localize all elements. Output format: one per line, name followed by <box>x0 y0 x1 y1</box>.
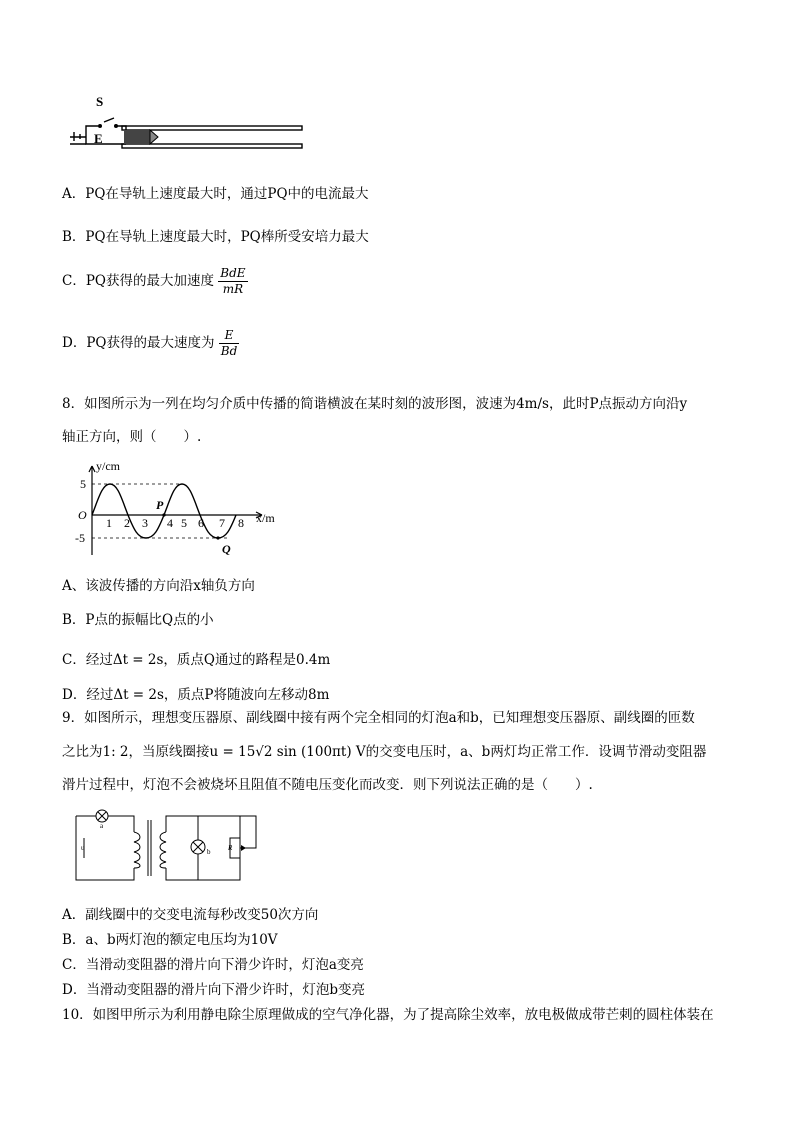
lamp-a-label: a <box>100 822 104 830</box>
y-tick-neg5: -5 <box>75 531 85 545</box>
fraction-bde-over-mr: $\frac{\text{BdE}}{mR}$ <box>220 266 246 296</box>
q9-option-b: B．a、b两灯泡的额定电压均为10V <box>62 932 278 948</box>
q8-stem-line1: 8．如图所示为一列在均匀介质中传播的简谐横波在某时刻的波形图，波速为4m/s，此时P点振动方向沿y <box>62 396 688 412</box>
q9-option-d: D．当滑动变阻器的滑片向下滑少许时，灯泡b变亮 <box>62 982 365 998</box>
switch-pivot <box>98 124 102 128</box>
resistor-label: R <box>228 844 233 852</box>
x-axis-label: x/m <box>256 511 275 525</box>
battery-label: E <box>94 131 103 146</box>
point-p-label: P <box>156 498 164 512</box>
y-tick-5: 5 <box>80 477 86 491</box>
q9-stem-line3: 滑片过程中，灯泡不会被烧坏且阻值不随电压变化而改变．则下列说法正确的是（ ）. <box>62 777 593 793</box>
x-tick-4: 4 <box>167 516 173 530</box>
x-tick-1: 1 <box>106 516 112 530</box>
lamp-b-icon <box>191 840 205 854</box>
lamp-a-icon <box>96 810 108 822</box>
point-q-label: Q <box>222 542 231 556</box>
x-tick-5: 5 <box>181 516 187 530</box>
x-tick-7: 7 <box>219 516 225 530</box>
q7-option-d: D．PQ获得的最大速度为 $\frac{E}{Bd}$ <box>62 328 238 358</box>
q9-stem-line1: 9．如图所示，理想变压器原、副线圈中接有两个完全相同的灯泡a和b，已知理想变压器原、副线圈的匝数 <box>62 710 695 726</box>
x-tick-2: 2 <box>124 516 130 530</box>
q8-stem-line2: 轴正方向，则（ ）. <box>62 429 202 445</box>
point-p-dot <box>162 513 165 516</box>
transformer-figure <box>70 808 280 888</box>
rheostat-slider-icon <box>241 845 246 851</box>
switch-label: S <box>96 94 104 109</box>
y-axis-label: y/cm <box>96 460 120 473</box>
switch-contact <box>114 124 118 128</box>
wave-figure <box>70 460 290 560</box>
q8-option-c: C．经过Δt = 2s，质点Q通过的路程是0.4m <box>62 652 331 668</box>
x-tick-8: 8 <box>238 516 244 530</box>
origin-label: O <box>78 508 87 522</box>
q9-option-c: C．当滑动变阻器的滑片向下滑少许时，灯泡a变亮 <box>62 957 364 973</box>
q8-option-d: D．经过Δt = 2s，质点P将随波向左移动8m <box>62 687 330 703</box>
q9-stem-line2: 之比为1: 2，当原线圈接u = 15√2 sin (100πt) V的交变电压时，a、b两灯均正常工作．设调节滑动变阻器 <box>62 744 707 760</box>
q10-stem-line1: 10．如图甲所示为利用静电除尘原理做成的空气净化器，为了提高除尘效率，放电极做成带芒刺的圆柱体装在 <box>62 1007 714 1023</box>
lamp-b-label: b <box>207 848 211 856</box>
x-tick-6: 6 <box>198 516 204 530</box>
q7-option-b: B．PQ在导轨上速度最大时，PQ棒所受安培力最大 <box>62 229 369 245</box>
q9-option-a: A．副线圈中的交变电流每秒改变50次方向 <box>62 907 319 923</box>
fraction-e-over-bd: $\frac{E}{Bd}$ <box>220 328 238 358</box>
q8-option-b: B．P点的振幅比Q点的小 <box>62 612 214 628</box>
q8-option-a: A、该波传播的方向沿x轴负方向 <box>62 578 255 594</box>
x-tick-3: 3 <box>142 516 148 530</box>
wave-curve <box>92 484 236 538</box>
rail-circuit-figure <box>66 92 311 162</box>
q7-option-a: A．PQ在导轨上速度最大时，通过PQ中的电流最大 <box>62 186 369 202</box>
rod-pq <box>124 130 150 144</box>
q7-option-c: C．PQ获得的最大加速度 $\frac{\text{BdE}}{mR}$ <box>62 266 246 296</box>
point-q-dot <box>216 536 219 539</box>
voltage-label: u <box>81 844 85 852</box>
